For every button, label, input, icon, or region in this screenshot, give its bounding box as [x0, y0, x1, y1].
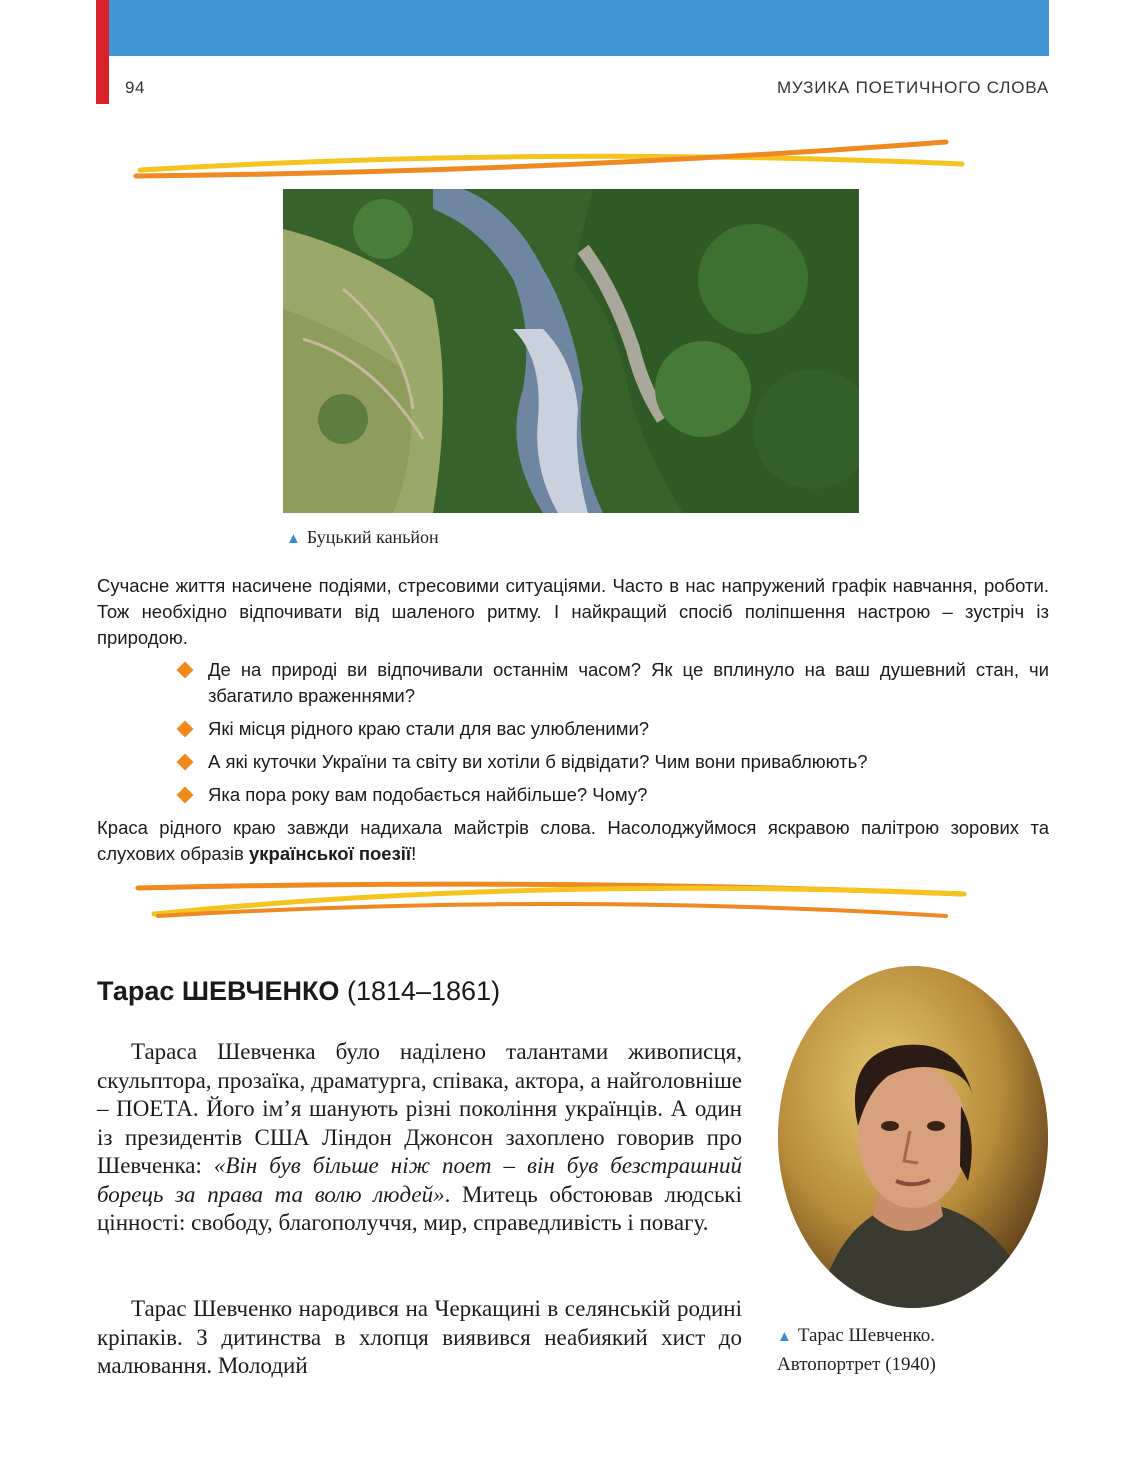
- portrait-caption-subtitle: Автопортрет (1940): [777, 1354, 936, 1375]
- list-item: [176, 657, 1049, 709]
- list-item: [176, 716, 1049, 742]
- question-text: Яка пора року вам подобається найбільше? Чому?: [208, 784, 648, 805]
- question-list: [176, 657, 1049, 815]
- running-title: МУЗИКА ПОЕТИЧНОГО СЛОВА: [776, 78, 1049, 97]
- decorative-swoosh-bottom: [130, 872, 970, 932]
- triangle-marker-icon: ▲: [286, 531, 301, 547]
- diamond-bullet-icon: [177, 721, 194, 738]
- outro-text: Краса рідного краю завжди надихала майстрів слова. Насолоджуймося яскравою палітрою зорових та слухових образів: [97, 817, 1049, 864]
- decorative-swoosh-top: [130, 128, 970, 188]
- question-text: А які куточки України та світу ви хотіли б відвідати? Чим вони приваблюють?: [208, 751, 868, 772]
- triangle-marker-icon: ▲: [777, 1329, 792, 1345]
- photo-caption-text: Буцький каньйон: [306, 527, 439, 547]
- list-item: [176, 749, 1049, 775]
- outro-paragraph: [97, 815, 1049, 867]
- bio-quote: «Він був більше ніж поет – він був безстрашний борець за права та волю людей»: [97, 1153, 743, 1207]
- photo-caption: [286, 527, 439, 548]
- header-band: [96, 0, 1049, 56]
- chapter-marker: [96, 0, 109, 104]
- bio-text: Тараса Шевченка було наділено талантами живописця, скульптора, прозаїка, драматурга, співака, актора, а найголовніше – ПОЕТА. Його ім’я шанують різні покоління українців. А один із президентів США Ліндон Джонсон захоплено говорив про Шевченка:: [97, 1039, 742, 1178]
- question-text: Які місця рідного краю стали для вас улюбленими?: [208, 718, 650, 739]
- author-heading: [97, 976, 500, 1007]
- portrait-caption-title: Тарас Шевченко.: [797, 1325, 936, 1346]
- page-number: 94: [125, 78, 145, 97]
- diamond-bullet-icon: [177, 754, 194, 771]
- author-years: (1814–1861): [346, 976, 501, 1006]
- canyon-photo: [283, 189, 859, 513]
- diamond-bullet-icon: [177, 787, 194, 804]
- author-name: Тарас ШЕВЧЕНКО: [97, 976, 340, 1006]
- list-item: [176, 782, 1049, 808]
- bio-paragraph-2: Тарас Шевченко народився на Черкащині в селянській родині кріпаків. З дитинства в хлопця виявився неабиякий хист до малювання. Молодий: [97, 1296, 742, 1378]
- bio-paragraph-1: [97, 1038, 742, 1238]
- diamond-bullet-icon: [177, 662, 194, 679]
- question-text: Де на природі ви відпочивали останнім часом? Як це вплинуло на ваш душевний стан, чи збагатило враженнями?: [208, 659, 1049, 706]
- outro-bold-term: української поезії: [249, 843, 412, 864]
- portrait-caption-line-1: [777, 1322, 936, 1351]
- portrait-caption: [777, 1322, 936, 1378]
- intro-paragraph: Сучасне життя насичене подіями, стресовими ситуаціями. Часто в нас напружений графік навчання, роботи. Тож необхідно відпочивати від шаленого ритму. І найкращий спосіб поліпшення настрою – зустріч із природою.: [97, 575, 1049, 648]
- bio-text-end: . Митець обстоював людські цінності: свободу, благополуччя, мир, справедливість і повагу.: [97, 1181, 742, 1235]
- portrait-painting: [778, 966, 1048, 1308]
- outro-end: !: [411, 843, 417, 864]
